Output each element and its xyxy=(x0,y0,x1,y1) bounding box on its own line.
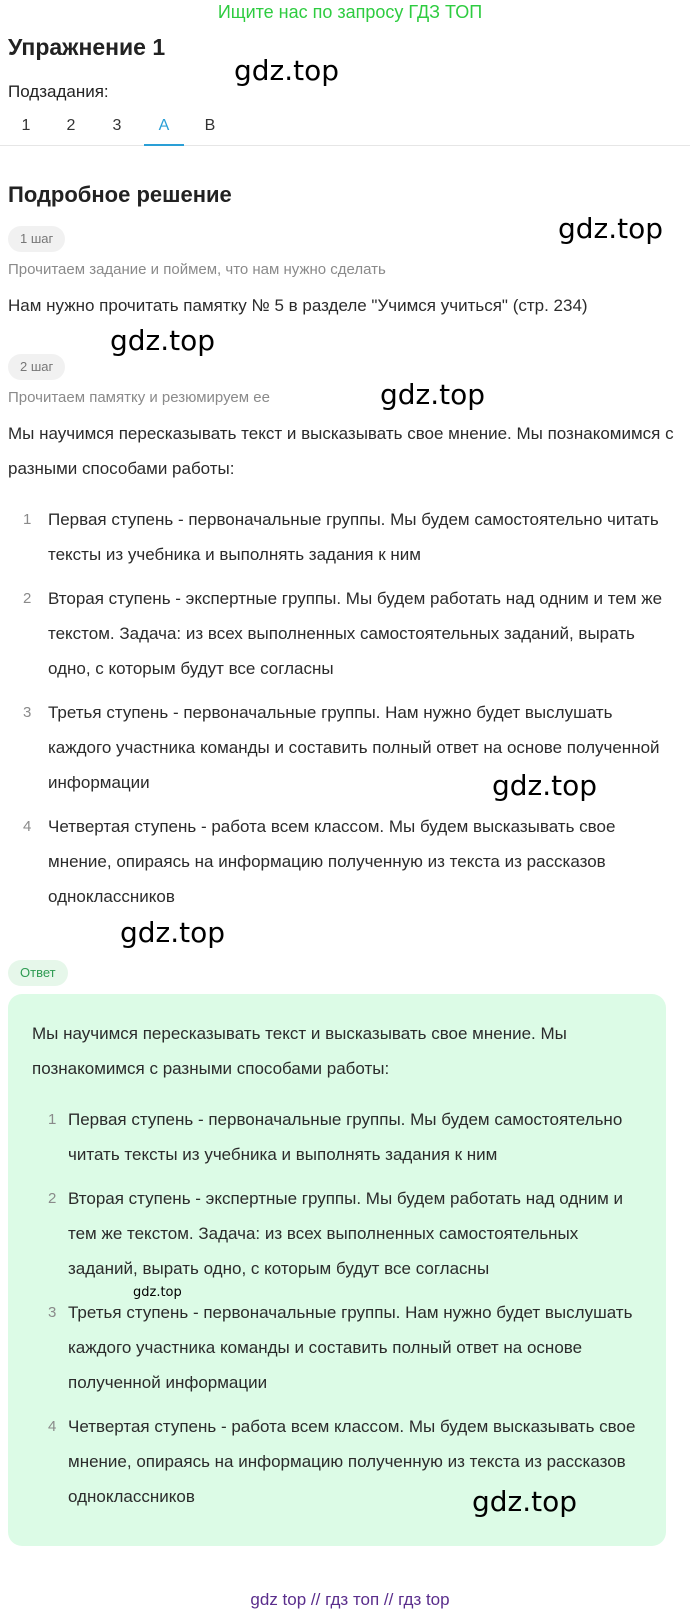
subtask-tabs xyxy=(0,110,690,146)
tab-3[interactable]: 3 xyxy=(112,117,122,134)
list-item-text: Четвертая ступень - работа всем классом. Мы будем высказывать свое мнение, опираясь на информацию полученную из текста из рассказов одноклассников xyxy=(48,817,616,906)
list-item xyxy=(0,809,690,914)
section-title: Подробное решение xyxy=(8,182,232,207)
step-2-badge: 2 шаг xyxy=(8,354,65,380)
subtasks-label: Подзадания: xyxy=(8,82,109,101)
answer-badge: Ответ xyxy=(8,960,68,986)
watermark: gdz.top xyxy=(472,1485,578,1518)
list-item-number: 1 xyxy=(48,1111,57,1128)
list-item-text: Вторая ступень - экспертные группы. Мы будем работать над одним и тем же текстом. Задача: из всех выполненных самостоятельных заданий, вырать одно, с которым будут все согласны xyxy=(48,589,663,678)
watermark: gdz.top xyxy=(380,378,486,411)
answer-box xyxy=(8,994,666,1546)
list-item-number: 1 xyxy=(23,511,32,528)
step-2-hint: Прочитаем памятку и резюмируем ее xyxy=(8,389,270,406)
watermark: gdz.top xyxy=(120,916,226,949)
list-item-number: 3 xyxy=(48,1304,57,1321)
list-item-text: Вторая ступень - экспертные группы. Мы будем работать над одним и тем же текстом. Задача: из всех выполненных самостоятельных заданий, вырать одно, с которым будут все согласны xyxy=(68,1189,624,1278)
list-item-text: Третья ступень - первоначальные группы. Нам нужно будет выслушать каждого участника команды и составить полный ответ на основе полученной информации xyxy=(48,703,660,792)
answer-text: Мы научимся пересказывать текст и высказывать свое мнение. Мы познакомимся с разными способами работы: xyxy=(32,1024,567,1078)
list-item xyxy=(12,1102,658,1172)
list-item xyxy=(0,502,690,572)
tab-b[interactable]: В xyxy=(204,117,216,134)
list-item xyxy=(12,1295,658,1400)
step-1-badge: 1 шаг xyxy=(8,226,65,252)
list-item-text: Первая ступень - первоначальные группы. Мы будем самостоятельно читать тексты из учебника и выполнять задания к ним xyxy=(48,510,659,564)
list-item-number: 2 xyxy=(48,1190,57,1207)
list-item-number: 4 xyxy=(23,818,32,835)
step-1-text: Нам нужно прочитать памятку № 5 в разделе "Учимся учиться" (стр. 234) xyxy=(8,296,588,315)
list-item-text: Четвертая ступень - работа всем классом. Мы будем высказывать свое мнение, опираясь на информацию полученную из текста из рассказов одноклассников xyxy=(68,1417,636,1506)
step-2-text: Мы научимся пересказывать текст и высказывать свое мнение. Мы познакомимся с разными способами работы: xyxy=(8,424,674,478)
list-item-text: Третья ступень - первоначальные группы. Нам нужно будет выслушать каждого участника команды и составить полный ответ на основе полученной информации xyxy=(68,1303,633,1392)
solution-list xyxy=(0,502,690,923)
tab-a[interactable]: А xyxy=(144,110,184,146)
promo-banner[interactable]: Ищите нас по запросу ГДЗ ТОП xyxy=(217,2,483,22)
watermark: gdz.top xyxy=(133,1285,182,1300)
list-item-number: 4 xyxy=(48,1418,57,1435)
footer-links[interactable]: gdz top // гдз топ // гдз top xyxy=(250,1590,450,1609)
watermark: gdz.top xyxy=(234,54,340,87)
step-1-hint: Прочитаем задание и поймем, что нам нужно сделать xyxy=(8,261,386,278)
watermark: gdz.top xyxy=(110,324,216,357)
list-item xyxy=(12,1181,658,1286)
watermark: gdz.top xyxy=(492,769,598,802)
tab-1[interactable]: 1 xyxy=(21,117,31,134)
list-item-text: Первая ступень - первоначальные группы. Мы будем самостоятельно читать тексты из учебника и выполнять задания к ним xyxy=(68,1110,623,1164)
list-item-number: 2 xyxy=(23,590,32,607)
list-item xyxy=(0,581,690,686)
answer-list xyxy=(12,1102,658,1523)
list-item-number: 3 xyxy=(23,704,32,721)
page-title: Упражнение 1 xyxy=(8,34,166,60)
tab-2[interactable]: 2 xyxy=(66,117,76,134)
watermark: gdz.top xyxy=(558,212,664,245)
